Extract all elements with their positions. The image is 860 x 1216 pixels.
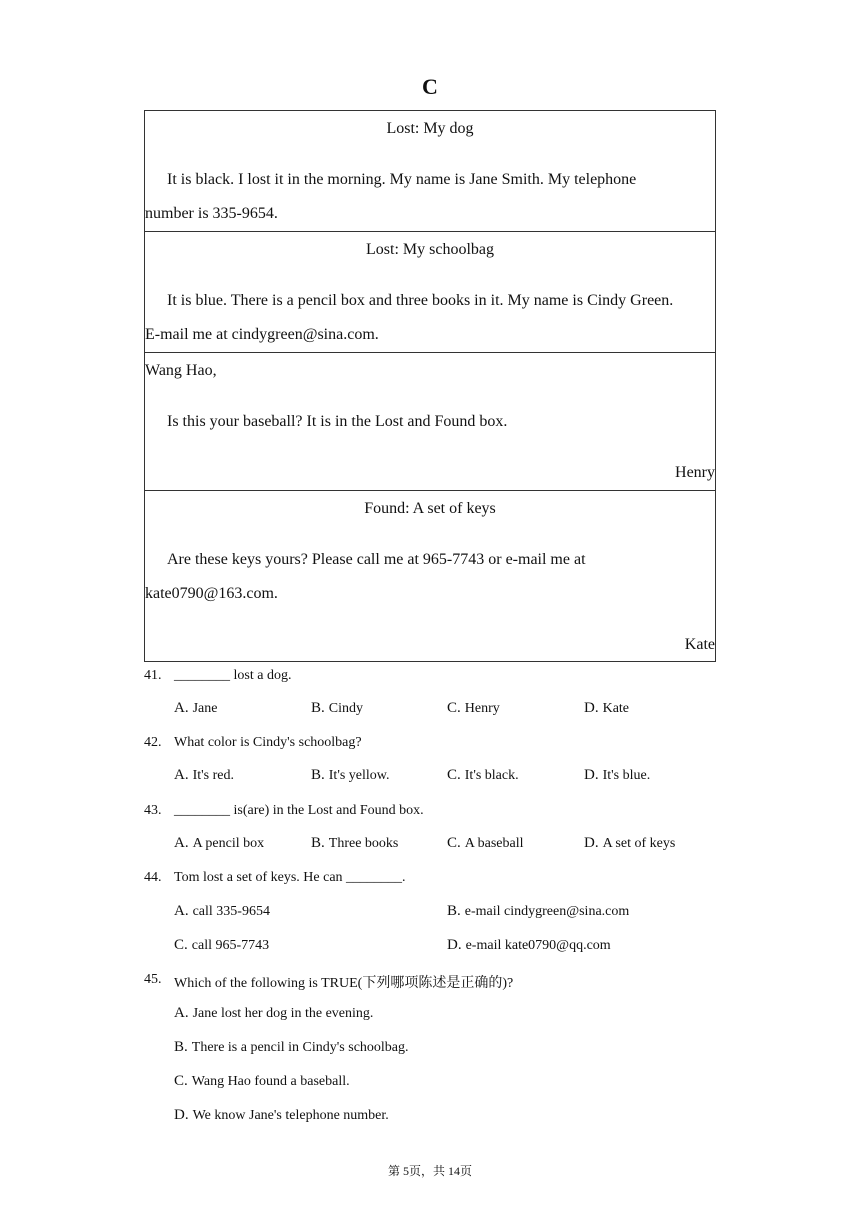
notice-heading: Found: A set of keys [364,500,496,517]
option-letter: C. [447,700,461,716]
option-text: e-mail kate0790@qq.com [465,938,611,953]
question-number: 45. [144,972,162,987]
question-stem: Which of the following is TRUE(下列哪项陈述是正确的)? [174,976,514,991]
option-d[interactable] [174,1107,389,1124]
question-number: 41. [144,668,162,683]
option-b[interactable] [311,700,363,717]
option-text: Jane lost her dog in the evening. [192,1006,374,1021]
option-letter: B. [311,767,325,783]
notice-signature: Kate [684,636,715,653]
notice-body-line: It is blue. There is a pencil box and three books in it. My name is Cindy Green. [167,292,674,309]
option-letter: B. [447,903,461,919]
option-text: It's red. [192,768,234,783]
notice-lost-dog [145,111,715,232]
note-to-wang-hao [145,353,715,491]
option-letter: D. [584,767,599,783]
question-number: 44. [144,870,162,885]
option-letter: C. [447,767,461,783]
note-body-line: Is this your baseball? It is in the Lost and Found box. [167,413,508,430]
option-letter: A. [174,835,189,851]
option-letter: D. [584,700,599,716]
page-footer: 第 5页，共 14页 [387,1164,472,1178]
option-letter: A. [174,903,189,919]
notice-heading: Lost: My schoolbag [366,241,494,258]
option-letter: C. [174,1073,188,1089]
option-text: We know Jane's telephone number. [192,1108,389,1123]
option-b[interactable] [174,1039,409,1056]
option-letter: D. [447,937,462,953]
notices-table [144,110,716,662]
option-letter: B. [311,835,325,851]
option-d[interactable] [584,767,650,784]
notice-lost-schoolbag [145,232,715,353]
notice-body-line: kate0790@163.com. [145,585,278,602]
option-letter: C. [447,835,461,851]
option-c[interactable] [447,700,500,717]
option-text: It's blue. [602,768,651,783]
option-b[interactable] [311,767,389,784]
option-letter: A. [174,1005,189,1021]
note-signature: Henry [675,464,715,481]
option-b[interactable] [447,903,629,920]
notice-found-keys [145,491,715,661]
option-letter: A. [174,767,189,783]
option-text: Jane [192,701,218,716]
option-c[interactable] [174,1073,350,1090]
option-letter: B. [311,700,325,716]
option-a[interactable] [174,767,234,784]
option-text: A baseball [464,836,524,851]
section-title: C [422,74,438,99]
option-d[interactable] [447,937,611,954]
notice-body-line: It is black. I lost it in the morning. My name is Jane Smith. My telephone [167,171,637,188]
option-a[interactable] [174,700,217,717]
question-stem: What color is Cindy's schoolbag? [174,735,362,750]
note-greeting: Wang Hao, [145,362,217,379]
option-text: It's black. [464,768,519,783]
option-a[interactable] [174,903,270,920]
option-text: There is a pencil in Cindy's schoolbag. [191,1040,409,1055]
option-letter: A. [174,700,189,716]
notice-body-line: E-mail me at cindygreen@sina.com. [145,326,379,343]
option-text: e-mail cindygreen@sina.com [464,904,630,919]
option-letter: B. [174,1039,188,1055]
notice-body-line: number is 335-9654. [145,205,278,222]
option-c[interactable] [174,937,269,954]
option-text: call 965-7743 [191,938,270,953]
option-d[interactable] [584,700,629,717]
option-d[interactable] [584,835,675,852]
option-text: Cindy [328,701,363,716]
option-text: Kate [602,701,630,716]
option-text: A pencil box [192,836,265,851]
option-text: It's yellow. [328,768,390,783]
question-stem: ________ is(are) in the Lost and Found box. [174,803,424,818]
option-a[interactable] [174,1005,373,1022]
option-text: Three books [328,836,399,851]
option-c[interactable] [447,767,519,784]
option-text: Wang Hao found a baseball. [191,1074,350,1089]
notice-heading: Lost: My dog [386,120,474,137]
question-stem: Tom lost a set of keys. He can ________. [174,870,406,885]
option-c[interactable] [447,835,523,852]
option-text: Henry [464,701,500,716]
notice-body-line: Are these keys yours? Please call me at 965-7743 or e-mail me at [167,551,586,568]
option-letter: D. [174,1107,189,1123]
question-number: 43. [144,803,162,818]
question-stem: ________ lost a dog. [174,668,292,683]
option-text: A set of keys [602,836,676,851]
option-b[interactable] [311,835,398,852]
option-text: call 335-9654 [192,904,270,919]
option-letter: D. [584,835,599,851]
option-letter: C. [174,937,188,953]
option-a[interactable] [174,835,264,852]
question-number: 42. [144,735,162,750]
